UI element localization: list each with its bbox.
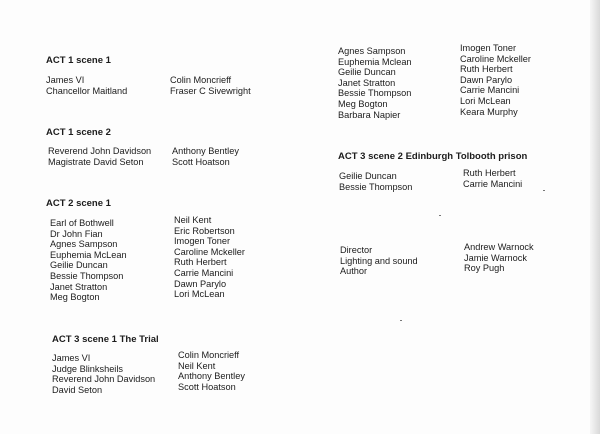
scan-speck xyxy=(543,190,545,191)
role-name: Agnes Sampson xyxy=(50,239,118,250)
roles-column xyxy=(339,171,412,192)
role-name: James VI xyxy=(46,75,85,85)
role-name: Geilie Duncan xyxy=(339,171,397,181)
section-heading: ACT 1 scene 1 xyxy=(46,55,111,66)
roles-column xyxy=(340,245,418,277)
cast-column xyxy=(178,350,245,392)
role-name: James VI xyxy=(52,353,91,363)
role-name: Geilie Duncan xyxy=(50,260,108,271)
role-name: Bessie Thompson xyxy=(338,88,412,99)
actor-name: Keara Murphy xyxy=(460,106,518,117)
role-name: Meg Bogton xyxy=(50,292,100,303)
actor-name: Fraser C Sivewright xyxy=(170,85,251,96)
actor-name: Imogen Toner xyxy=(174,236,231,247)
actor-name: Carrie Mancini xyxy=(460,85,520,96)
actor-name: Neil Kent xyxy=(174,215,212,225)
credit-role: Lighting and sound xyxy=(340,255,418,266)
section-heading: ACT 1 scene 2 xyxy=(46,127,111,138)
actor-name: Carrie Mancini xyxy=(463,178,523,189)
section-act3-scene1 xyxy=(52,334,245,399)
actor-name: Imogen Toner xyxy=(460,43,517,53)
role-name: Dr John Fian xyxy=(50,228,103,239)
role-name: Reverend John Davidson xyxy=(48,146,152,156)
roles-column xyxy=(338,46,412,120)
role-name: Reverend John Davidson xyxy=(52,374,156,385)
scan-speck xyxy=(439,215,441,216)
role-name: Bessie Thompson xyxy=(50,270,124,281)
actor-name: Dawn Parylo xyxy=(174,278,227,289)
section-act1-scene2 xyxy=(46,127,239,170)
actor-name: Ruth Herbert xyxy=(174,257,227,268)
actor-name: Scott Hoatson xyxy=(172,156,230,167)
cast-column xyxy=(174,215,245,300)
roles-column xyxy=(46,75,127,96)
role-name: Earl of Bothwell xyxy=(50,218,114,228)
role-name: Geilie Duncan xyxy=(338,67,396,78)
actor-name: Dawn Parylo xyxy=(460,74,513,85)
actor-name: Colin Moncrieff xyxy=(170,75,232,85)
cast-column xyxy=(172,146,239,167)
role-name: Euphemia Mclean xyxy=(338,56,412,67)
actor-name: Ruth Herbert xyxy=(460,64,513,75)
role-name: Janet Stratton xyxy=(50,281,108,292)
roles-column xyxy=(48,146,151,167)
section-heading: ACT 2 scene 1 xyxy=(46,198,111,209)
cast-column xyxy=(464,242,534,274)
role-name: Euphemia McLean xyxy=(50,249,127,260)
role-name: Judge Blinksheils xyxy=(52,363,123,374)
section-heading: ACT 3 scene 1 The Trial xyxy=(52,334,159,345)
actor-name: Carrie Mancini xyxy=(174,267,234,278)
actor-name: Anthony Bentley xyxy=(172,146,239,156)
actor-name: Ruth Herbert xyxy=(463,168,516,178)
cast-column xyxy=(460,43,531,117)
cast-column xyxy=(170,75,251,96)
credit-role: Author xyxy=(340,266,368,277)
role-name: Chancellor Maitland xyxy=(46,85,128,96)
actor-name: Scott Hoatson xyxy=(178,381,236,392)
actor-name: Lori McLean xyxy=(460,95,511,106)
role-name: Agnes Sampson xyxy=(338,46,406,56)
section-act1-scene1 xyxy=(46,55,251,99)
credit-role: Director xyxy=(340,245,373,255)
section-act3-scene2 xyxy=(338,151,527,195)
actor-name: Lori McLean xyxy=(174,289,225,300)
actor-name: Caroline Mckeller xyxy=(174,246,245,257)
page-edge-shadow xyxy=(590,0,600,434)
role-name: Janet Stratton xyxy=(338,77,396,88)
actor-name: Caroline Mckeller xyxy=(460,53,531,64)
cast-column xyxy=(463,168,522,189)
role-name: Meg Bogton xyxy=(338,98,388,109)
roles-column xyxy=(52,353,155,395)
credit-name: Andrew Warnock xyxy=(464,242,534,252)
role-name: Barbara Napier xyxy=(338,109,401,120)
role-name: Bessie Thompson xyxy=(339,181,413,192)
credit-name: Roy Pugh xyxy=(464,263,505,274)
scan-speck xyxy=(400,320,402,321)
actor-name: Anthony Bentley xyxy=(178,371,245,382)
role-name: Magistrate David Seton xyxy=(48,156,144,167)
actor-name: Eric Robertson xyxy=(174,225,235,236)
section-heading: ACT 3 scene 2 Edinburgh Tolbooth prison xyxy=(338,151,528,162)
actor-name: Colin Moncrieff xyxy=(178,350,240,360)
role-name: David Seton xyxy=(52,384,103,395)
section-act2-scene1 xyxy=(46,198,245,308)
roles-column xyxy=(50,218,127,303)
credit-name: Jamie Warnock xyxy=(464,252,527,263)
actor-name: Neil Kent xyxy=(178,360,216,371)
